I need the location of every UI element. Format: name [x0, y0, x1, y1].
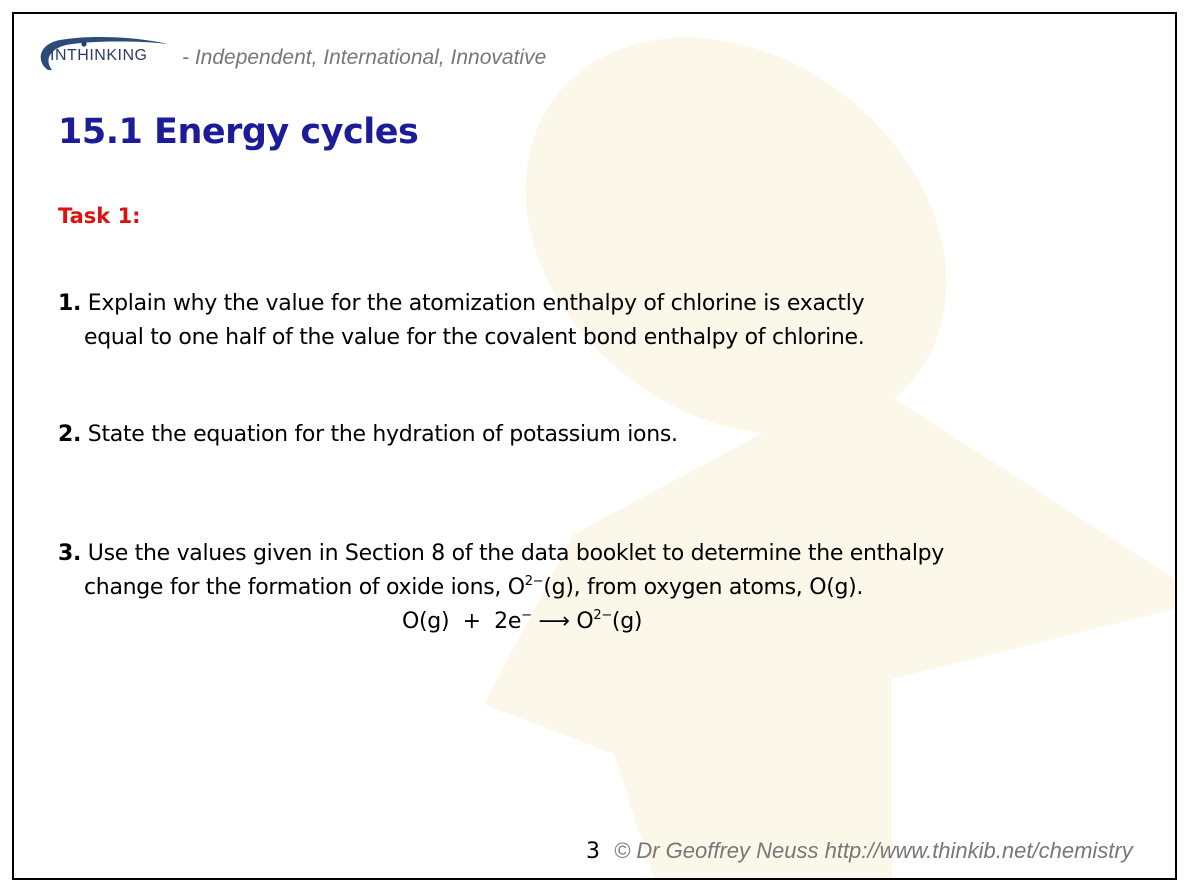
question-text-line: Use the values given in Section 8 of the data booklet to determine the enthalpy [87, 541, 945, 566]
question-number: 3. [58, 541, 82, 566]
equation-arrow: ⟶ O [531, 609, 594, 634]
task-label: Task 1: [58, 204, 141, 228]
equation-reactants: O(g) + 2e [402, 609, 522, 634]
question-3 [58, 537, 944, 605]
question-2 [58, 418, 678, 452]
copyright-text: © Dr Geoffrey Neuss http://www.thinkib.net/chemistry [614, 838, 1133, 863]
superscript-charge: 2− [524, 574, 544, 589]
equation-product-state: (g) [611, 609, 643, 634]
page-title: 15.1 Energy cycles [58, 112, 419, 152]
question-text-line: equal to one half of the value for the covalent bond enthalpy of chlorine. [84, 325, 865, 350]
slide [12, 12, 1177, 880]
question-text-line: Explain why the value for the atomization enthalpy of chlorine is exactly [87, 291, 865, 316]
footer [586, 838, 1133, 864]
chemical-equation [402, 609, 642, 634]
logo-text: INTHINKING [50, 47, 148, 64]
question-text-line: State the equation for the hydration of potassium ions. [87, 422, 678, 447]
text-segment: change for the formation of oxide ions, O [84, 575, 525, 600]
page-number: 3 [586, 839, 600, 864]
question-text-line [58, 571, 944, 605]
text-segment: (g), from oxygen atoms, O(g). [543, 575, 864, 600]
inthinking-logo [32, 34, 172, 74]
question-1 [58, 287, 865, 355]
electron-charge: − [521, 608, 532, 623]
question-number: 2. [58, 422, 82, 447]
product-charge: 2− [593, 608, 612, 623]
question-number: 1. [58, 291, 82, 316]
tagline: - Independent, International, Innovative [182, 46, 547, 69]
